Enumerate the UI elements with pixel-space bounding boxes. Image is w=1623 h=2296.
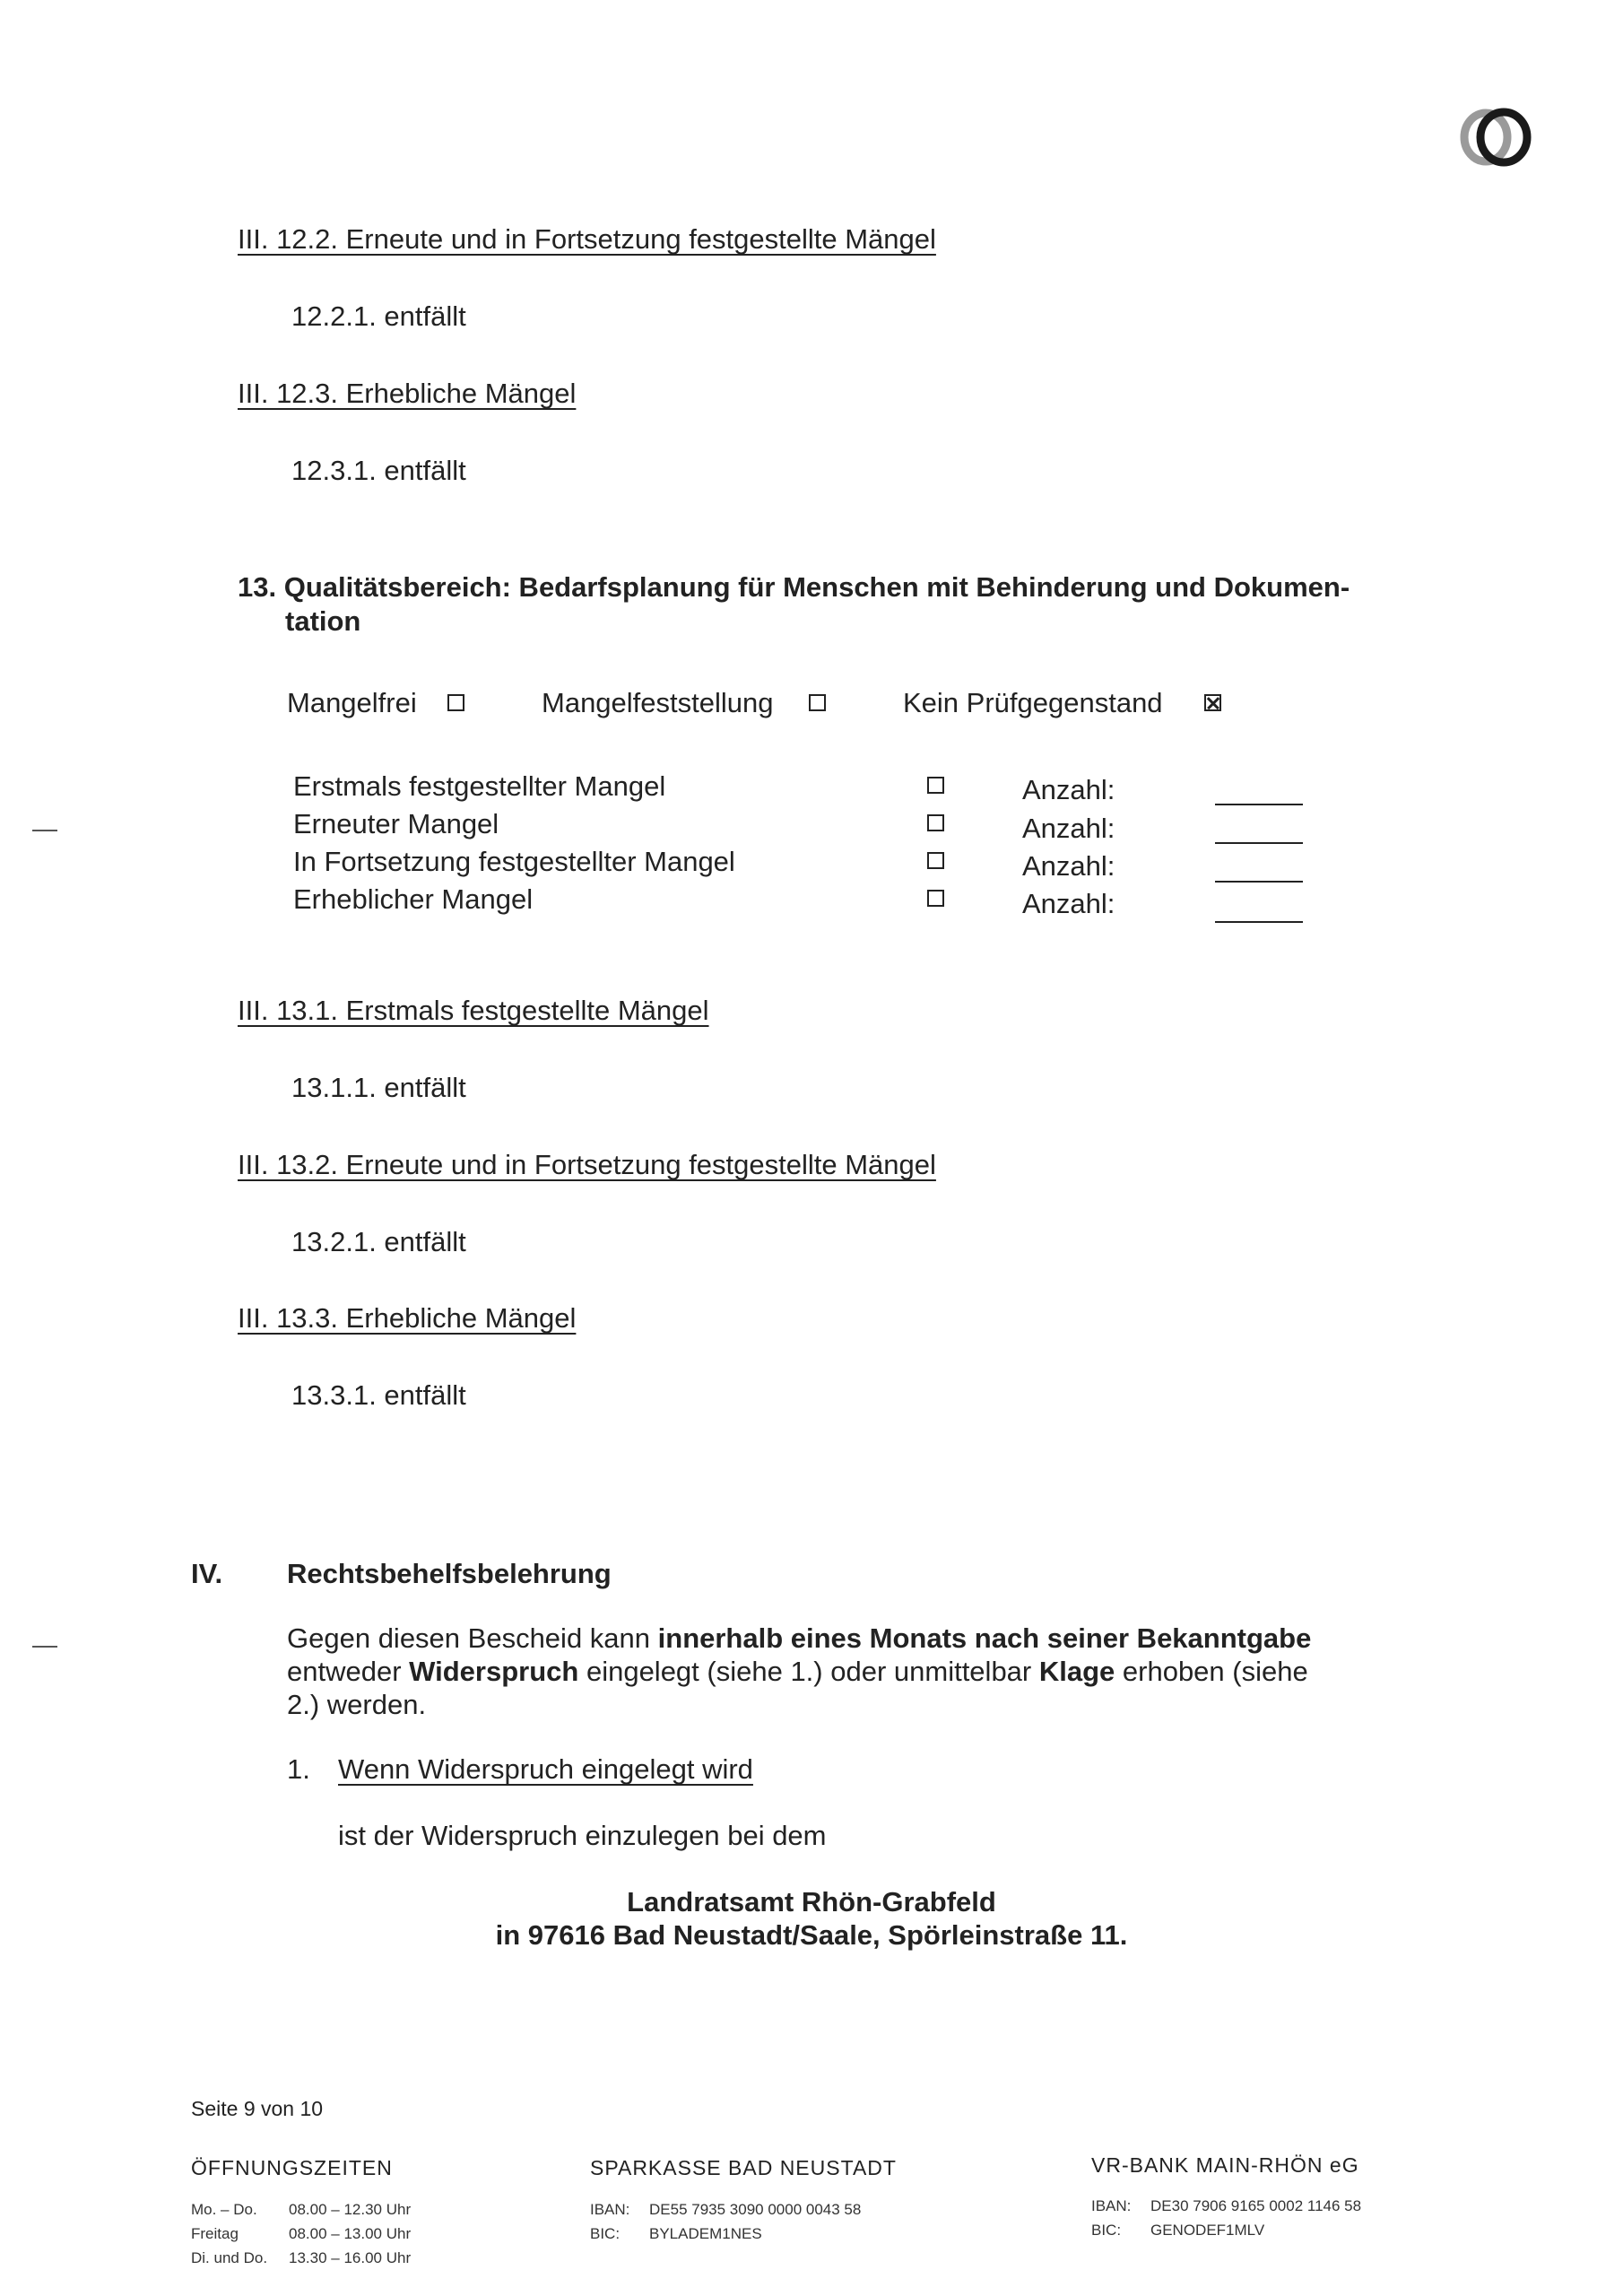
row-anzahl: Anzahl:: [1022, 813, 1115, 844]
logo-icon: [1457, 106, 1538, 169]
bank2-bic-label: BIC:: [1091, 2222, 1122, 2239]
opening-hours-day: Freitag: [191, 2225, 239, 2242]
opening-hours-time: 08.00 – 13.00 Uhr: [289, 2225, 412, 2242]
p2-b: Widerspruch: [409, 1656, 579, 1687]
heading-12-2: III. 12.2. Erneute und in Fortsetzung festgestellte Mängel: [238, 223, 936, 255]
item-13-1-1: 13.1.1. entfällt: [291, 1072, 466, 1103]
opening-hours-time: 13.30 – 16.00 Uhr: [289, 2249, 412, 2266]
margin-mark: [32, 830, 57, 831]
p2-e: erhoben (siehe: [1115, 1656, 1308, 1687]
bank1-iban-label: IBAN:: [590, 2201, 630, 2218]
bank2-iban-label: IBAN:: [1091, 2197, 1132, 2214]
heading-13-3: III. 13.3. Erhebliche Mängel: [238, 1302, 577, 1334]
item-13-3-1: 13.3.1. entfällt: [291, 1379, 466, 1411]
row-label: Erstmals festgestellter Mangel: [293, 770, 666, 802]
mangelfrei-checkbox[interactable]: [447, 694, 464, 711]
address-line-2: in 97616 Bad Neustadt/Saale, Spörleinstraße 11.: [495, 1919, 1128, 1951]
row-anzahl: Anzahl:: [1022, 850, 1115, 882]
opening-hours-day: Mo. – Do.: [191, 2201, 257, 2218]
section-13-title: 13. Qualitätsbereich: Bedarfsplanung für Menschen mit Behinderung und Dokumen-: [238, 571, 1350, 603]
heading-13-2: III. 13.2. Erneute und in Fortsetzung festgestellte Mängel: [238, 1149, 936, 1180]
anzahl-blank[interactable]: [1215, 881, 1303, 883]
row-anzahl: Anzahl:: [1022, 774, 1115, 805]
p2-a: entweder: [287, 1656, 410, 1687]
anzahl-blank[interactable]: [1215, 804, 1303, 805]
heading-12-3: [238, 377, 576, 411]
bank2-title: VR-BANK MAIN-RHÖN eG: [1091, 2153, 1359, 2177]
page-number: Seite 9 von 10: [191, 2097, 324, 2120]
item-1-title: Wenn Widerspruch eingelegt wird: [338, 1753, 753, 1785]
section-4-number: IV.: [191, 1558, 223, 1589]
row-checkbox[interactable]: [927, 890, 944, 907]
mangelfeststellung-label: Mangelfeststellung: [542, 687, 774, 718]
bank2-iban: DE30 7906 9165 0002 1146 58: [1150, 2197, 1362, 2214]
item-1-number: 1.: [287, 1753, 310, 1785]
opening-hours-title: ÖFFNUNGSZEITEN: [191, 2156, 393, 2179]
p1-b: innerhalb eines Monats nach seiner Bekanntgabe: [657, 1622, 1312, 1654]
p1-a: Gegen diesen Bescheid kann: [287, 1622, 658, 1654]
heading-12-3-text: III. 12.3. Erhebliche Mängel: [238, 378, 577, 409]
anzahl-blank[interactable]: [1215, 921, 1303, 923]
bank1-iban: DE55 7935 3090 0000 0043 58: [649, 2201, 862, 2218]
row-checkbox[interactable]: [927, 814, 944, 831]
item-12-2-1: 12.2.1. entfällt: [291, 300, 466, 332]
address-line-1: Landratsamt Rhön-Grabfeld: [627, 1886, 996, 1918]
row-label: In Fortsetzung festgestellter Mangel: [293, 846, 735, 877]
bank2-bic: GENODEF1MLV: [1150, 2222, 1265, 2239]
section-4-title: Rechtsbehelfsbelehrung: [287, 1558, 612, 1589]
p2-c: eingelegt (siehe 1.) oder unmittelbar: [578, 1656, 1039, 1687]
row-label: Erheblicher Mangel: [293, 883, 534, 915]
kein-pruefgegenstand-label: Kein Prüfgegenstand: [903, 687, 1163, 718]
row-checkbox[interactable]: [927, 852, 944, 869]
row-anzahl: Anzahl:: [1022, 888, 1115, 919]
row-label: Erneuter Mangel: [293, 808, 499, 839]
mangelfeststellung-checkbox[interactable]: [809, 694, 826, 711]
bank1-title: SPARKASSE BAD NEUSTADT: [590, 2156, 897, 2179]
paragraph-line-3: 2.) werden.: [287, 1689, 427, 1720]
item-1-text: ist der Widerspruch einzulegen bei dem: [338, 1820, 827, 1851]
bank1-bic-label: BIC:: [590, 2225, 621, 2242]
item-12-3-1: 12.3.1. entfällt: [291, 455, 466, 486]
kein-pruefgegenstand-checkbox[interactable]: [1204, 694, 1221, 711]
p2-d: Klage: [1038, 1656, 1115, 1687]
margin-mark: [32, 1646, 57, 1648]
opening-hours-time: 08.00 – 12.30 Uhr: [289, 2201, 412, 2218]
bank1-bic: BYLADEM1NES: [649, 2225, 762, 2242]
anzahl-blank[interactable]: [1215, 842, 1303, 844]
section-13-title-cont: tation: [285, 605, 361, 637]
opening-hours-day: Di. und Do.: [191, 2249, 268, 2266]
paragraph-line-1: [287, 1622, 1311, 1656]
row-checkbox[interactable]: [927, 777, 944, 794]
mangelfrei-label: Mangelfrei: [287, 687, 417, 718]
item-13-2-1: 13.2.1. entfällt: [291, 1226, 466, 1257]
paragraph-line-2: [287, 1655, 1308, 1689]
heading-13-1: III. 13.1. Erstmals festgestellte Mängel: [238, 995, 709, 1026]
